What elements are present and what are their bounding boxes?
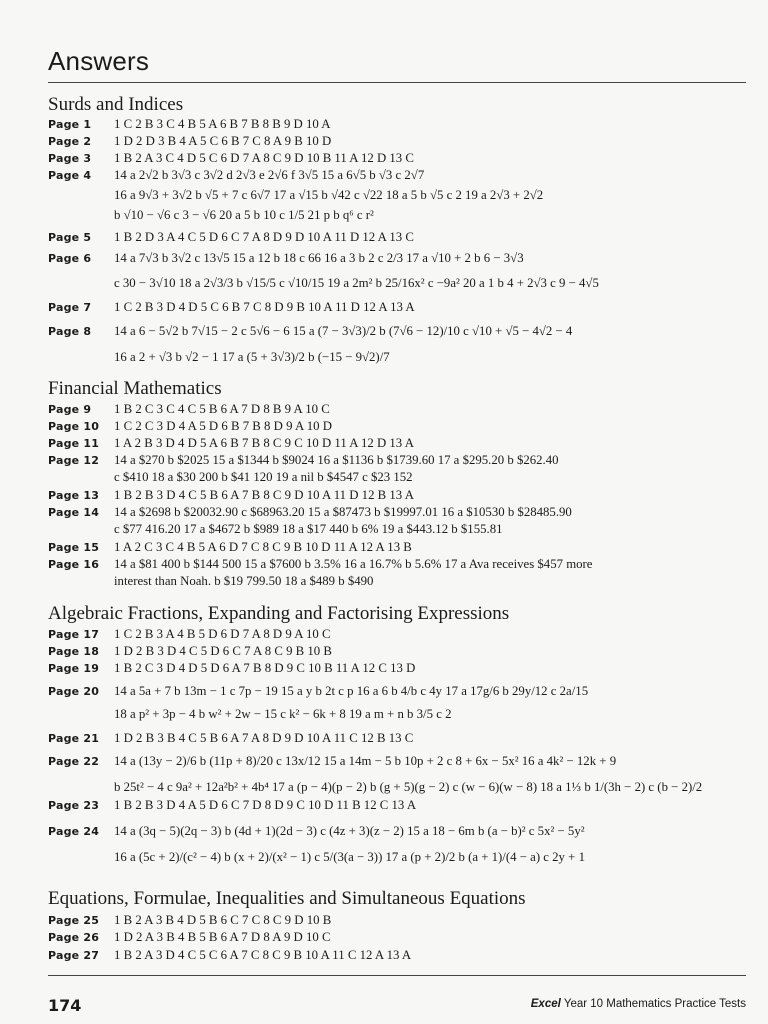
page-number: 174 [48,996,82,1015]
answer-row [48,522,503,537]
section-heading: Algebraic Fractions, Expanding and Factorising Expressions [48,603,510,624]
answer-row [48,402,330,417]
answer-row [48,540,412,555]
page-label: Page 17 [48,628,100,641]
page-label: Page 7 [48,301,92,314]
page-label: Page 12 [48,454,100,467]
answer-text: 18 a p² + 3p − 4 b w² + 2w − 15 c k² − 6k + 8 19 a m + n b 3/5 c 2 [114,707,452,721]
page-label: Page 2 [48,135,92,148]
answer-text: 16 a 9√3 + 3√2 b √5 + 7 c 6√7 17 a √15 b √42 c √22 18 a 5 b √5 c 2 19 a 2√3 + 2√2 [114,188,544,202]
footer-brand: Excel [530,998,561,1010]
answer-row [48,350,390,365]
answer-row [48,557,593,572]
page-label: Page 13 [48,489,100,502]
answer-text: 1 B 2 B 3 D 4 C 5 B 6 A 7 B 8 C 9 D 10 A 11 D 12 B 13 A [114,488,414,502]
answer-text: 1 D 2 B 3 D 4 C 5 D 6 C 7 A 8 C 9 B 10 B [114,644,332,658]
answer-text: c $77 416.20 17 a $4672 b $989 18 a $17 440 b 6% 19 a $443.12 b $155.81 [114,522,503,536]
section-heading: Equations, Formulae, Inequalities and Simultaneous Equations [48,888,526,909]
footer-title [531,998,746,1010]
page-label: Page 9 [48,403,92,416]
answer-text: b √10 − √6 c 3 − √6 20 a 5 b 10 c 1/5 21 p b q⁶ c r² [114,208,374,222]
page-label: Page 4 [48,169,92,182]
answer-row [48,780,702,795]
answer-row [48,453,559,468]
page-title: Answers [48,46,150,76]
answer-text: 14 a $270 b $2025 15 a $1344 b $9024 16 a $1136 b $1739.60 17 a $295.20 b $262.40 [114,453,559,467]
answer-row [48,168,424,183]
answer-row [48,230,414,245]
page-label: Page 16 [48,558,100,571]
answer-row [48,850,585,865]
answer-text: 16 a 2 + √3 b √2 − 1 17 a (5 + 3√3)/2 b (−15 − 9√2)/7 [114,350,390,364]
page-label: Page 23 [48,799,100,812]
answer-text: 1 B 2 B 3 D 4 A 5 D 6 C 7 D 8 D 9 C 10 D 11 B 12 C 13 A [114,798,417,812]
answer-text: 14 a $2698 b $20032.90 c $68963.20 15 a $87473 b $19997.01 16 a $10530 b $28485.90 [114,505,572,519]
answer-row [48,574,373,589]
page-label: Page 15 [48,541,100,554]
answer-text: 1 B 2 A 3 B 4 D 5 B 6 C 7 C 8 C 9 D 10 B [114,913,332,927]
answer-text: 1 A 2 C 3 C 4 B 5 A 6 D 7 C 8 C 9 B 10 D 11 A 12 A 13 B [114,540,412,554]
answer-row [48,930,331,945]
answer-text: 14 a 2√2 b 3√3 c 3√2 d 2√3 e 2√6 f 3√5 15 a 6√5 b √3 c 2√7 [114,168,425,182]
title-rule [48,82,746,83]
answer-row [48,754,616,769]
section-heading: Surds and Indices [48,94,184,115]
answer-row [48,798,416,813]
answer-text: 1 B 2 C 3 D 4 D 5 D 6 A 7 B 8 D 9 C 10 B 11 A 12 C 13 D [114,661,416,675]
footer-rule [48,975,746,976]
page-label: Page 10 [48,420,100,433]
answer-row [48,684,588,699]
answer-row [48,134,331,149]
answer-text: 1 C 2 B 3 A 4 B 5 D 6 D 7 A 8 D 9 A 10 C [114,627,331,641]
answer-text: 14 a (3q − 5)(2q − 3) b (4d + 1)(2d − 3) c (4z + 3)(z − 2) 15 a 18 − 6m b (a − b)² c 5x² − 5y² [114,824,585,838]
section-heading: Financial Mathematics [48,378,222,399]
footer-book-title: Year 10 Mathematics Practice Tests [563,998,746,1010]
answer-text: interest than Noah. b $19 799.50 18 a $489 b $490 [114,574,374,588]
answer-row [48,488,414,503]
answer-text: 1 B 2 D 3 A 4 C 5 D 6 C 7 A 8 D 9 D 10 A 11 D 12 A 13 C [114,230,414,244]
answer-text: 1 C 2 B 3 D 4 D 5 C 6 B 7 C 8 D 9 B 10 A 11 D 12 A 13 A [114,300,415,314]
page-label: Page 6 [48,252,92,265]
answer-row [48,419,332,434]
answer-text: 14 a (13y − 2)/6 b (11p + 8)/20 c 13x/12 15 a 14m − 5 b 10p + 2 c 8 + 6x − 5x² 16 a 4k² − 12k + 9 [114,754,617,768]
answer-row [48,470,413,485]
page-label: Page 20 [48,685,100,698]
answer-row [48,208,374,223]
answer-text: 1 B 2 A 3 C 4 D 5 C 6 D 7 A 8 C 9 D 10 B 11 A 12 D 13 C [114,151,414,165]
answer-row [48,251,524,266]
answer-text: 1 C 2 B 3 C 4 B 5 A 6 B 7 B 8 B 9 D 10 A [114,117,331,131]
answer-text: 1 B 2 C 3 C 4 C 5 B 6 A 7 D 8 B 9 A 10 C [114,402,330,416]
answer-row [48,644,332,659]
answer-text: b 25t² − 4 c 9a² + 12a²b² + 4b⁴ 17 a (p − 4)(p − 2) b (g + 5)(g − 2) c (w − 6)(w − 8) 18 a 1⅓ b 1/(3h − 2) c (b − 2)/2 [114,780,703,794]
page-label: Page 27 [48,949,100,962]
page-label: Page 18 [48,645,100,658]
answer-row [48,948,411,963]
answer-text: c $410 18 a $30 200 b $41 120 19 a nil b $4547 c $23 152 [114,470,413,484]
answer-text: 1 D 2 D 3 B 4 A 5 C 6 B 7 C 8 A 9 B 10 D [114,134,332,148]
answer-row [48,276,599,291]
page-label: Page 24 [48,825,100,838]
answer-text: 14 a 5a + 7 b 13m − 1 c 7p − 19 15 a y b 2t c p 16 a 6 b 4/b c 4y 17 a 17g/6 b 29y/12 c 2a/15 [114,684,589,698]
page-label: Page 19 [48,662,100,675]
answer-row [48,627,331,642]
page-label: Page 22 [48,755,100,768]
page-label: Page 25 [48,914,100,927]
answer-row [48,661,415,676]
answer-text: 1 B 2 A 3 D 4 C 5 C 6 A 7 C 8 C 9 B 10 A 11 C 12 A 13 A [114,948,412,962]
page-label: Page 1 [48,118,92,131]
page-label: Page 11 [48,437,100,450]
page-label: Page 14 [48,506,100,519]
answer-row [48,707,452,722]
answer-text: 14 a 7√3 b 3√2 c 13√5 15 a 12 b 18 c 66 16 a 3 b 2 c 2/3 17 a √10 + 2 b 6 − 3√3 [114,251,524,265]
answer-row [48,436,414,451]
answer-row [48,505,572,520]
answer-row [48,188,543,203]
answer-text: 1 C 2 C 3 D 4 A 5 D 6 B 7 B 8 D 9 A 10 D [114,419,332,433]
answer-row [48,324,572,339]
answer-text: 1 D 2 B 3 B 4 C 5 B 6 A 7 A 8 D 9 D 10 A 11 C 12 B 13 C [114,731,414,745]
page-label: Page 21 [48,732,100,745]
answer-text: 14 a 6 − 5√2 b 7√15 − 2 c 5√6 − 6 15 a (7 − 3√3)/2 b (7√6 − 12)/10 c √10 + √5 − 4√2 − 4 [114,324,573,338]
answer-text: 16 a (5c + 2)/(c² − 4) b (x + 2)/(x² − 1) c 5/(3(a − 3)) 17 a (p + 2)/2 b (a + 1)/(4 − a) c 2y + 1 [114,850,585,864]
answer-row [48,824,585,839]
answer-text: c 30 − 3√10 18 a 2√3/3 b √15/5 c √10/15 19 a 2m² b 25/16x² c −9a² 20 a 1 b 4 + 2√3 c 9 − 4√5 [114,276,599,290]
answer-row [48,151,414,166]
answer-row [48,913,331,928]
answer-row [48,300,415,315]
page-label: Page 26 [48,931,100,944]
page-label: Page 3 [48,152,92,165]
answer-text: 1 D 2 A 3 B 4 B 5 B 6 A 7 D 8 A 9 D 10 C [114,930,331,944]
answer-text: 1 A 2 B 3 D 4 D 5 A 6 B 7 B 8 C 9 C 10 D 11 A 12 D 13 A [114,436,414,450]
answer-text: 14 a $81 400 b $144 500 15 a $7600 b 3.5% 16 a 16.7% b 5.6% 17 a Ava receives $457 more [114,557,593,571]
page-label: Page 8 [48,325,92,338]
answer-row [48,731,413,746]
page-label: Page 5 [48,231,92,244]
answer-row [48,117,331,132]
